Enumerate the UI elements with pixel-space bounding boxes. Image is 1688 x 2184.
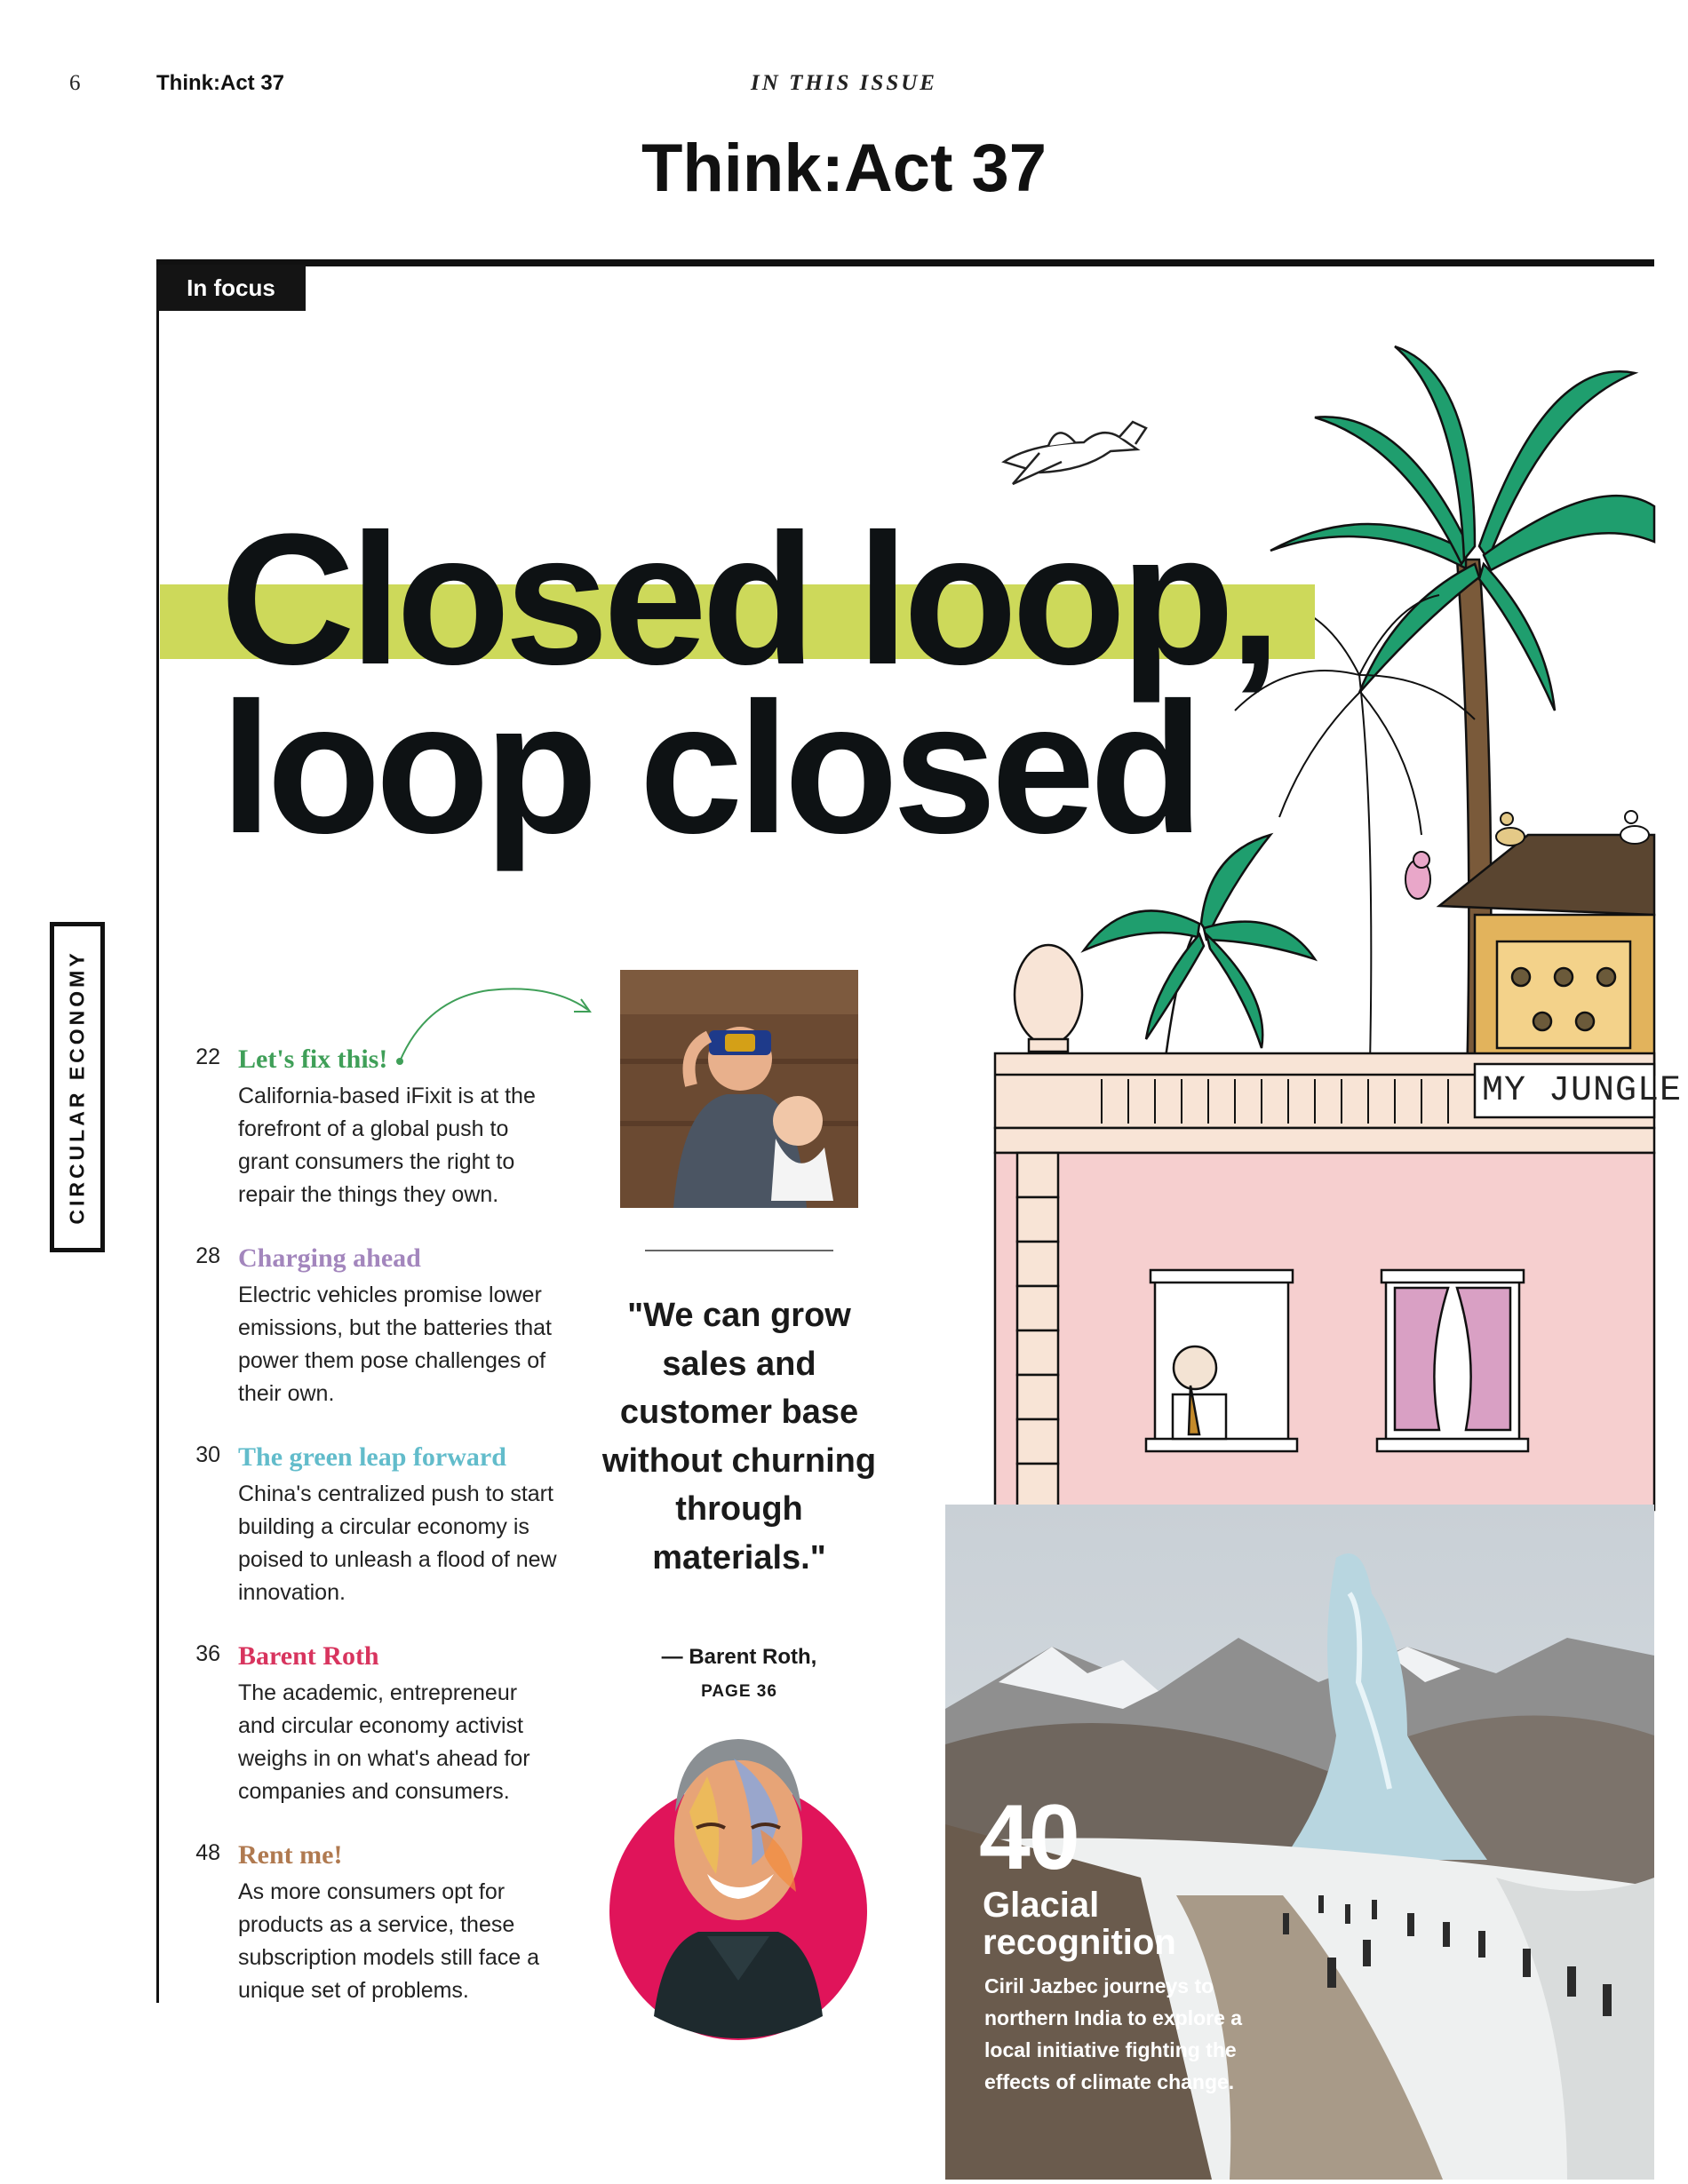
toc-title[interactable]: Barent Roth bbox=[238, 1641, 379, 1671]
pull-quote: "We can grow sales and customer base without churning through materials." bbox=[601, 1297, 877, 1576]
section-label: IN THIS ISSUE bbox=[751, 71, 937, 95]
quote-attribution: — Barent Roth, bbox=[661, 1645, 817, 1669]
vertical-label-text: CIRCULAR ECONOMY bbox=[65, 949, 89, 1225]
toc-title[interactable]: Let's fix this! bbox=[238, 1044, 388, 1074]
toc-page-number: 22 bbox=[195, 1044, 220, 1069]
toc-title[interactable]: Rent me! bbox=[238, 1840, 343, 1870]
vertical-section-label bbox=[50, 922, 105, 1252]
in-focus-tab: In focus bbox=[156, 265, 306, 311]
issue-title: Think:Act 37 bbox=[641, 131, 1047, 206]
ifixit-portrait bbox=[620, 970, 858, 1208]
barent-roth-portrait bbox=[601, 1723, 876, 2043]
feature-page-number: 40 bbox=[979, 1786, 1079, 1889]
toc-title[interactable]: The green leap forward bbox=[238, 1442, 506, 1472]
curved-arrow-icon bbox=[391, 973, 604, 1070]
headline-line-2: loop closed bbox=[220, 663, 1198, 872]
bird-icon bbox=[1004, 422, 1146, 484]
my-jungle-sign: MY JUNGLE bbox=[1482, 1071, 1683, 1111]
toc-page-number: 48 bbox=[195, 1840, 220, 1865]
toc-description: As more consumers opt for products as a service, these subscription models still face a unique set of problems. bbox=[238, 1879, 540, 2003]
toc-page-number: 30 bbox=[195, 1442, 220, 1467]
headline bbox=[220, 495, 1276, 872]
toc-page-number: 28 bbox=[195, 1243, 220, 1268]
left-rule bbox=[156, 259, 159, 2003]
feature-description: Ciril Jazbec journeys to northern India to explore a local initiative fighting the effects of climate change. bbox=[984, 1974, 1243, 2093]
quote-page-reference: PAGE 36 bbox=[701, 1682, 777, 1701]
toc-description: California-based iFixit is at the forefront of a global push to grant consumers the right to repair the things they own. bbox=[238, 1084, 536, 1207]
pink-building bbox=[995, 1153, 1654, 1510]
toc-title[interactable]: Charging ahead bbox=[238, 1243, 421, 1273]
toc-description: Electric vehicles promise lower emissions, but the batteries that power them pose challenges of their own. bbox=[238, 1283, 552, 1406]
quote-divider bbox=[645, 1250, 833, 1251]
toc-page-number: 36 bbox=[195, 1641, 220, 1666]
page-number: 6 bbox=[69, 71, 81, 95]
toc-description: The academic, entrepreneur and circular economy activist weighs in on what's ahead for companies and consumers. bbox=[238, 1680, 530, 1804]
top-rule bbox=[156, 259, 1654, 266]
toc-description: China's centralized push to start building a circular economy is poised to unleash a flood of new innovation. bbox=[238, 1481, 557, 1605]
header-brand: Think:Act 37 bbox=[156, 71, 285, 95]
headline-line-1: Closed loop, bbox=[220, 495, 1276, 703]
parrot-icon bbox=[1405, 852, 1430, 899]
egg-finial bbox=[1015, 945, 1082, 1052]
feature-title[interactable]: Glacial recognition bbox=[983, 1886, 1176, 1962]
